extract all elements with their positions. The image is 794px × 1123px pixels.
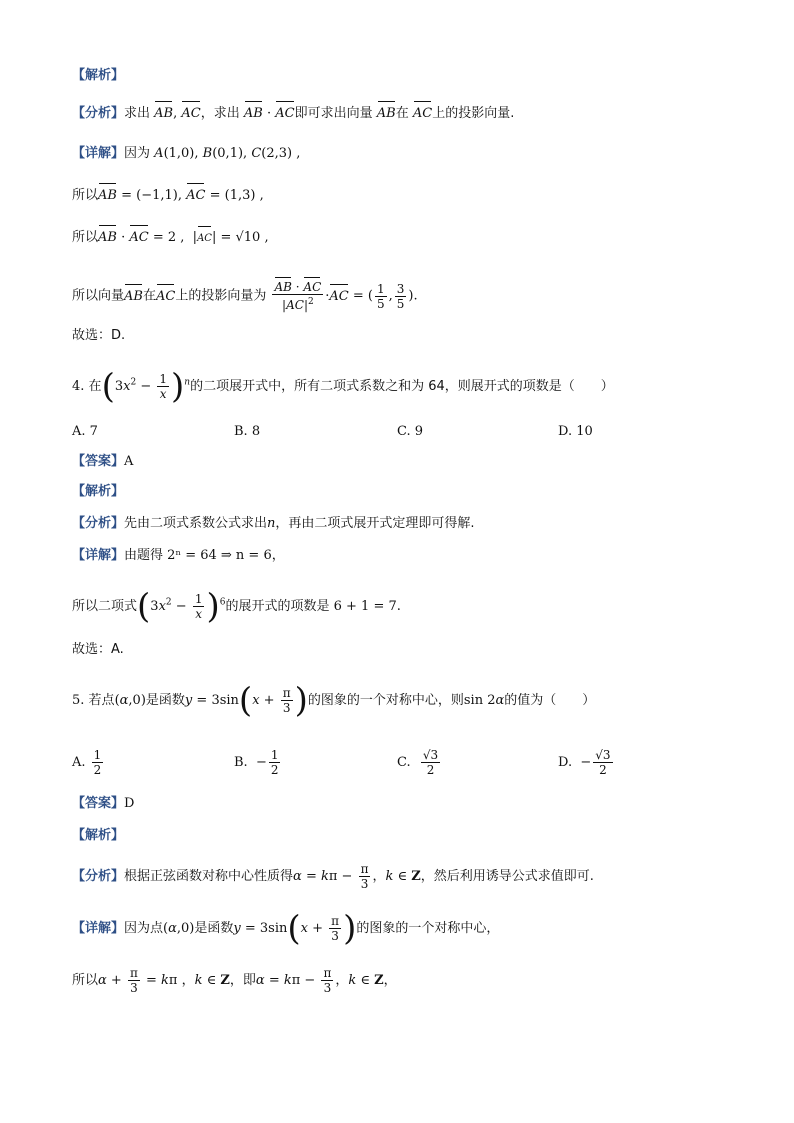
q4-final: 故选：A. xyxy=(72,642,124,657)
q4-detail: 【详解】由题得 2ⁿ = 64 ⇒ n = 6， xyxy=(72,548,285,563)
q3-dot-line: 所以AB · AC = 2 , |AC| = √10 , xyxy=(72,228,269,249)
q4-option-d: D. 10 xyxy=(558,424,593,439)
q5-conclusion: 所以α + $\frac{\pi}{3}$ = kπ ，k ∈ Z，即α = kπ − $\frac{\pi}{3}$ ，k ∈ Z， xyxy=(72,966,397,995)
q5-analysis-tag: 【解析】 xyxy=(72,828,125,843)
q4-option-b: B. 8 xyxy=(234,424,261,439)
q4-conclusion: 所以二项式($3x^2$ − $\frac{1}{x}$ )$^6$的展开式的项数是 6 + 1 = 7. xyxy=(72,586,401,627)
q4-analysis-tag: 【解析】 xyxy=(72,484,125,499)
q3-final: 故选：D. xyxy=(72,328,126,343)
q3-detail-line: 【详解】因为 A(1,0), B(0,1), C(2,3) , xyxy=(72,146,301,161)
q5-option-c: C. $\frac{√3}{2}$ xyxy=(397,748,439,777)
q4-fenxi: 【分析】先由二项式系数公式求出n，再由二项式展开式定理即可得解. xyxy=(72,516,475,531)
q4-stem: 4. 在($3x^2$ − $\frac{1}{x}$ )$^n$的二项展开式中，所有二项式系数之和为 64，则展开式的项数是（ ） xyxy=(72,366,614,407)
q3-fenxi-line: 【分析】求出 AB, AC，求出 AB · AC即可求出向量 AB在 AC上的投影向量. xyxy=(72,104,514,124)
q3-vectors-line: 所以AB = (−1,1), AC = (1,3) , xyxy=(72,186,264,206)
q5-fenxi: 【分析】根据正弦函数对称中心性质得α = kπ − $\frac{\pi}{3}$ ，k ∈ Z，然后利用诱导公式求值即可. xyxy=(72,862,594,891)
fenxi-tag: 【分析】 xyxy=(72,106,125,121)
q5-option-b: B. − $\frac{1}{2}$ xyxy=(234,748,279,777)
q5-answer: 【答案】D xyxy=(72,796,135,811)
q4-option-a: A. 7 xyxy=(72,424,98,439)
analysis-tag: 【解析】 xyxy=(72,68,125,83)
q3-projection-line: 所以向量AB在AC上的投影向量为 $\frac{AB \cdot AC}{|AC|^2}$ ·AC = ( $\frac{1}{5}$ , $\frac{3}{5}$ ). xyxy=(72,280,418,312)
q5-option-d: D. − $\frac{√3}{2}$ xyxy=(558,748,611,777)
q4-option-c: C. 9 xyxy=(397,424,424,439)
q5-option-a: A. $\frac{1}{2}$ xyxy=(72,748,102,777)
q5-stem: 5. 若点(α,0)是函数y = 3sin(x + $\frac{\pi}{3}$ )的图象的一个对称中心，则sin 2α的值为（ ） xyxy=(72,680,596,721)
q5-detail: 【详解】因为点(α,0)是函数y = 3sin(x + $\frac{\pi}{3}$ )的图象的一个对称中心， xyxy=(72,908,500,949)
q4-answer: 【答案】A xyxy=(72,454,134,469)
